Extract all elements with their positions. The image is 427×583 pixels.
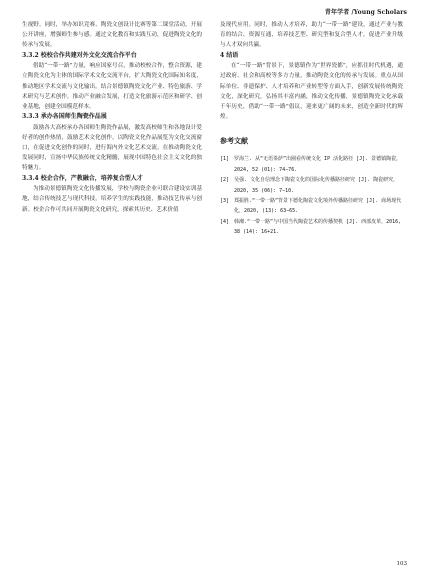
section-heading-3-3-2: 3.3.2 校校合作共建对外文化交流合作平台 bbox=[22, 51, 137, 59]
reference-text: 吴强. 文化自信理念下陶瓷文化的国际化传播路径研究 [J]. 陶瓷研究，2020, 35 (06): 7−10. bbox=[234, 177, 399, 194]
section-heading-4: 4 结语 bbox=[220, 51, 239, 59]
references-list bbox=[220, 154, 403, 237]
paragraph-3-3-2: 借助“一带一路”力量，响应国家号召，推动校校合作，整合资源，建立陶瓷文化为主体的国际学术文化交流平台，扩大陶瓷文化国际知名度，推动地区学术交流与文化输出。结合景德镇陶瓷文化产业、特色旅游、学术研究与艺术创作，推动产业融合发展，打造文化旅游示范区和研学、创业基地，创建全国模范样本。 bbox=[22, 63, 202, 110]
reference-item bbox=[220, 217, 403, 238]
reference-text: 郑振胜.“一带一路”背景下德化陶瓷文化境外传播路径研究 [J]. 商场现代化，2020, (13): 63−65. bbox=[234, 197, 402, 215]
reference-text: 韩湘.“一带一路”与中国当代陶瓷艺术的传播契机 [J]. 西部皮革，2016, 38 (14): 16+21. bbox=[234, 218, 402, 236]
paragraph-continuation-right: 及现代应用。同时，推动人才培养，助力“一带一路”建设，通过产业与教育的结合、资源互通、培养技艺型、研究型和复合型人才，促进产业升级与人才双向共赢。 bbox=[220, 22, 403, 49]
reference-item bbox=[220, 175, 403, 196]
right-column bbox=[220, 20, 403, 238]
page-number: 103 bbox=[396, 561, 407, 567]
reference-number: [3] bbox=[220, 197, 230, 204]
reference-text: 罗海兰. 从“无语茶萨”出圈看传统文化 IP 活化路径 [J]. 景德镇陶瓷，2024, 52 (01): 74−76. bbox=[234, 156, 402, 173]
journal-header: 青年学者 /Young Scholars bbox=[324, 9, 407, 16]
reference-number: [2] bbox=[220, 177, 230, 184]
reference-number: [1] bbox=[220, 156, 230, 163]
paragraph-3-3-4: 为推动景德镇陶瓷文化传播发展，学校与陶瓷企业可联合建设实训基地，结合传统技艺与现代科技，培养学生的实践技能，推动技艺传承与创新。校企合作可共同开展陶瓷文化研究，探索其历史、艺术价值 bbox=[22, 186, 202, 213]
reference-item bbox=[220, 196, 403, 217]
paragraph-3-3-3: 鼓励各大高校承办各国师生陶瓷作品展，激发高校师生和各地设计爱好者的创作热情，鼓励艺术文化创作。以陶瓷文化作品展览为文化交流窗口，在促进文化创作的同时，进行海内外文化艺术交流。在推动陶瓷文化发展同时，宣扬中华民族传统文化精髓，展现中国特色社会主义文化的独特魅力。 bbox=[22, 124, 202, 172]
paragraph-continuation: 生视野。同时，举办知识竞赛、陶瓷文创设计比赛等第二课堂活动，开展公开讲座，增强师生参与感。通过文化教育和实践互动，促进陶瓷文化的传承与发展。 bbox=[22, 22, 202, 49]
reference-item bbox=[220, 154, 403, 175]
references-title: 参考文献 bbox=[220, 136, 248, 146]
paragraph-conclusion: 在“一带一路”背景下，景德镇作为“世界瓷都”，应抓住时代机遇，通过政府、社会和高校等多方力量，推动陶瓷文化的传承与发展。重点从国际单位、非遗保护、人才培养和产业转型等方面入手，创新发展传统陶瓷文化，深化研究，弘扬其丰富内涵，推动文化传播，景德镇陶瓷文化承载千年历史，借助“一带一路”倡议，迎来更广阔的未来，创造全新时代的辉煌。 bbox=[220, 63, 403, 121]
section-heading-3-3-3: 3.3.3 承办各国师生陶瓷作品展 bbox=[22, 113, 107, 121]
section-heading-3-3-4: 3.3.4 校企合作，产教融合，培养复合型人才 bbox=[22, 174, 143, 182]
left-column bbox=[22, 20, 202, 215]
reference-number: [4] bbox=[220, 218, 230, 225]
